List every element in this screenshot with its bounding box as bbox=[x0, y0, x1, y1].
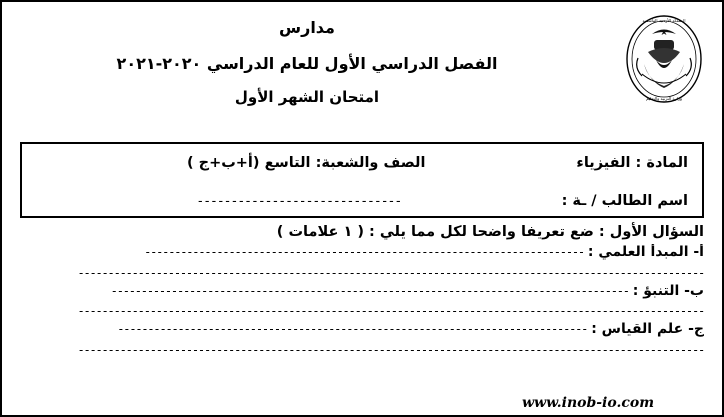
answer-dashes-b2[interactable]: -------------------------------------------------------------------------------------------------------- bbox=[77, 304, 704, 318]
answer-dashes-a2[interactable]: -------------------------------------------------------------------------------------------------------- bbox=[77, 265, 704, 280]
question-section bbox=[20, 222, 704, 385]
footer bbox=[2, 392, 702, 411]
item-label-c: ج- علم القياس : bbox=[591, 321, 704, 337]
subject-class-row bbox=[22, 144, 702, 182]
document-header bbox=[2, 2, 722, 134]
header-title-block bbox=[2, 20, 612, 105]
website-watermark: www.inob-io.com bbox=[522, 395, 655, 411]
svg-text:وزارة التربية والتعليم: وزارة التربية والتعليم bbox=[646, 96, 682, 101]
semester-year-title: الفصل الدراسي الأول للعام الدراسي ٢٠٢٠-٢٠٢١ bbox=[116, 54, 498, 73]
item-label-b: ب- التنبؤ : bbox=[632, 282, 704, 299]
answer-dashes-b[interactable]: -------------------------------------------------------------------------------------- bbox=[110, 283, 629, 298]
student-info-box bbox=[20, 142, 704, 218]
student-name-label: اسم الطالب / ـة : bbox=[561, 193, 688, 209]
class-section-label: الصف والشعبة: التاسع (أ+ب+ج ) bbox=[186, 155, 426, 171]
answer-dashes-c[interactable]: ------------------------------------------------------------------------------ bbox=[117, 322, 588, 336]
answer-line-a bbox=[20, 244, 704, 260]
student-name-field[interactable]: ------------------------------ bbox=[196, 193, 402, 209]
school-title: مدارس bbox=[279, 18, 335, 37]
student-name-row bbox=[22, 182, 702, 220]
item-label-a: أ- المبدأ العلمي : bbox=[587, 244, 704, 260]
answer-dashes-a[interactable]: ------------------------------------------------------------------------- bbox=[144, 245, 584, 259]
answer-line-b bbox=[20, 283, 704, 299]
svg-text:المملكة الأردنية الهاشمية: المملكة الأردنية الهاشمية bbox=[642, 18, 686, 23]
exam-name-title: امتحان الشهر الأول bbox=[234, 88, 380, 106]
question-one-title: السؤال الأول : ضع تعريفا واضحا لكل مما يلي : ( ١ علامات ) bbox=[276, 224, 704, 240]
answer-line-c bbox=[20, 321, 704, 337]
answer-dashes-c2[interactable]: -------------------------------------------------------------------------------------------------------- bbox=[77, 342, 704, 357]
jordan-hashemite-emblem-icon bbox=[624, 14, 704, 104]
subject-label: المادة : الفيزياء bbox=[576, 155, 688, 171]
